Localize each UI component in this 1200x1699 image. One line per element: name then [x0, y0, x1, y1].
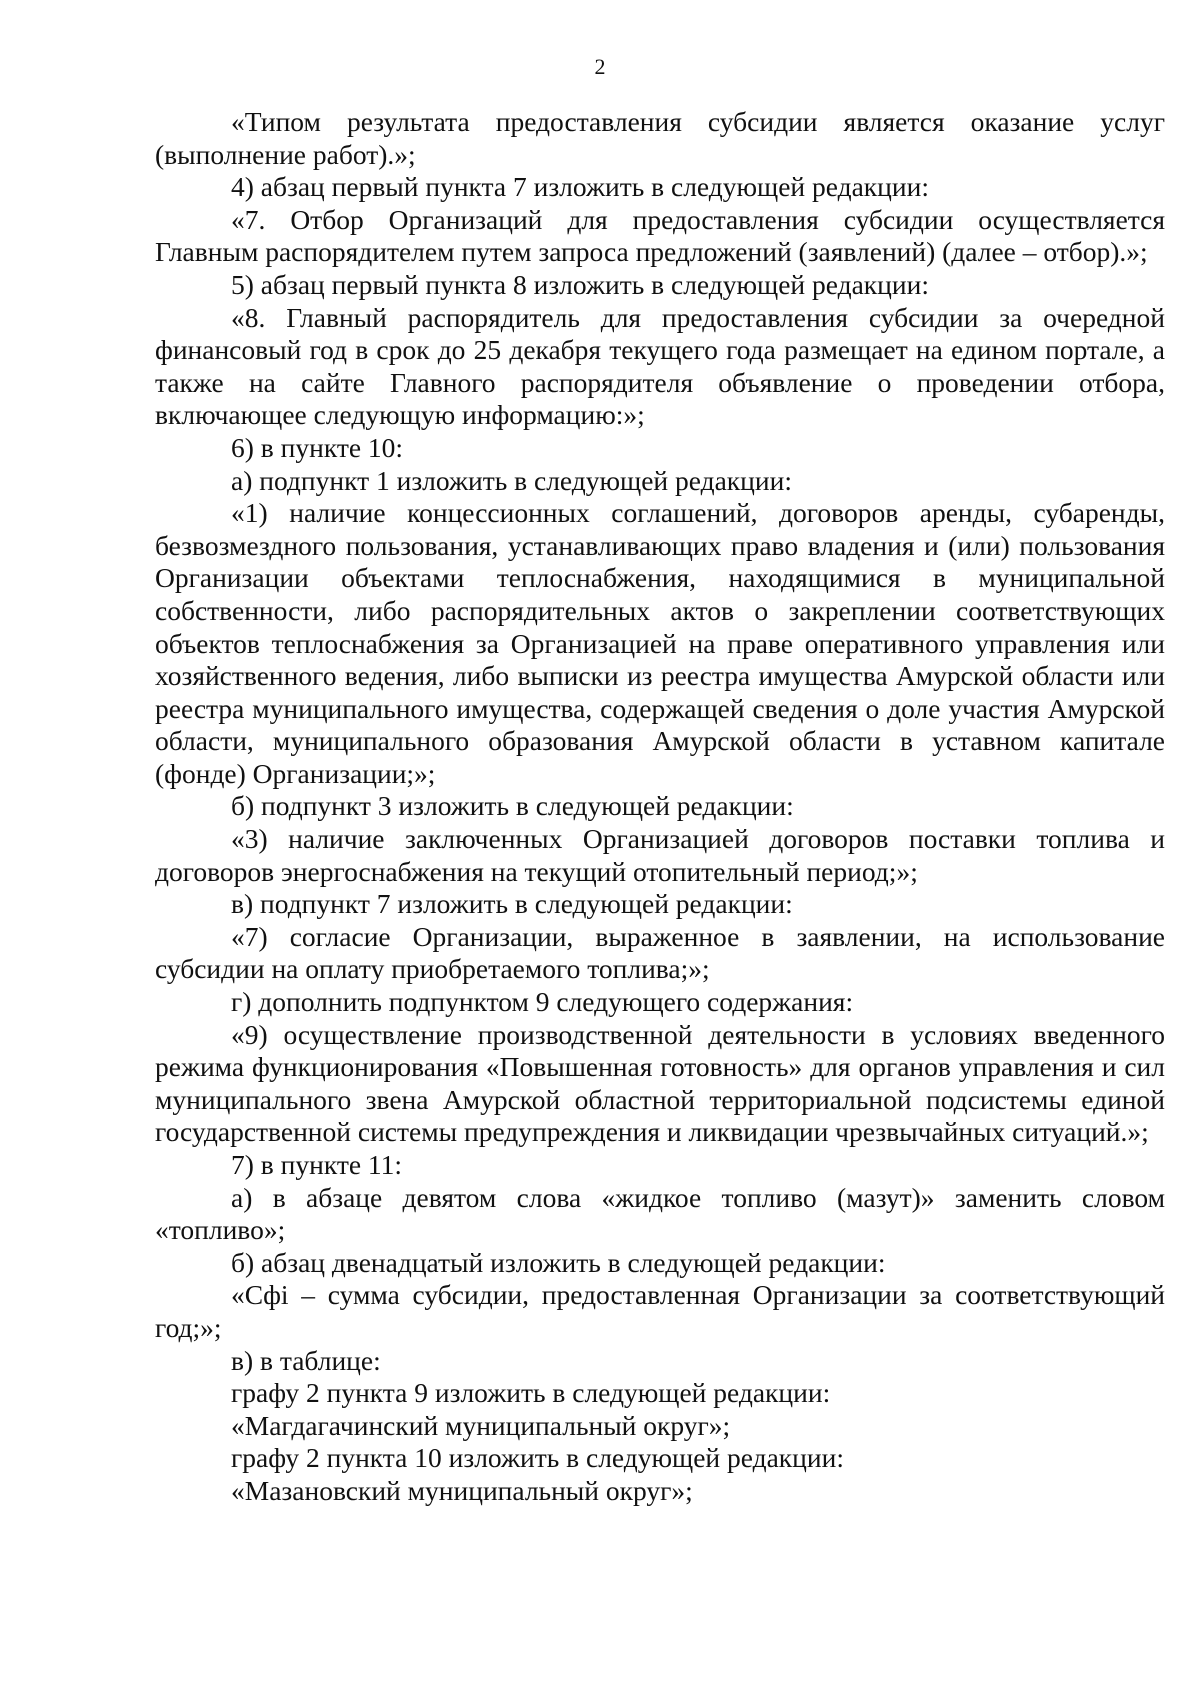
- paragraph-subclause-1: «1) наличие концессионных соглашений, договоров аренды, субаренды, безвозмездного пользования, устанавливающих право владения и (или) пользования Организации объектами теплоснабжения, находящимися в муниципальной собственности, либо распорядительных актов о закреплении соответствующих объектов теплоснабжения за Организацией на праве оперативного управления или хозяйственного ведения, либо выписки из реестра имущества Амурской области или реестра муниципального имущества, содержащей сведения о доле участия Амурской области, муниципального образования Амурской области в уставном капитале (фонде) Организации;»;: [155, 497, 1165, 789]
- paragraph-subitem-b-twelfth: б) абзац двенадцатый изложить в следующей редакции:: [231, 1246, 886, 1278]
- document-body: [155, 106, 1165, 1508]
- paragraph-mazanovo: «Мазановский муниципальный округ»;: [231, 1474, 693, 1506]
- paragraph-magdagachi: «Магдагачинский муниципальный округ»;: [231, 1409, 731, 1441]
- paragraph-subclause-7: «7) согласие Организации, выраженное в заявлении, на использование субсидии на оплату приобретаемого топлива;»;: [155, 920, 1165, 985]
- paragraph-subclause-3: «3) наличие заключенных Организацией договоров поставки топлива и договоров энергоснабжения на текущий отопительный период;»;: [155, 823, 1165, 887]
- paragraph-clause-8: «8. Главный распорядитель для предоставления субсидии за очередной финансовый год в срок до 25 декабря текущего года размещает на едином портале, а также на сайте Главного распорядителя объявление о проведении отбора, включающее следующую информацию:»;: [155, 301, 1165, 431]
- paragraph-item-6: 6) в пункте 10:: [231, 431, 404, 463]
- paragraph-subclause-9: «9) осуществление производственной деятельности в условиях введенного режима функционирования «Повышенная готовность» для органов управления и сил муниципального звена Амурской областной территориальной подсистемы единой государственной системы предупреждения и ликвидации чрезвычайных ситуаций.»;: [155, 1018, 1165, 1148]
- paragraph-subitem-a-1: а) подпункт 1 изложить в следующей редакции:: [231, 464, 792, 496]
- paragraph-result-type: «Типом результата предоставления субсидии является оказание услуг (выполнение работ).»;: [155, 106, 1165, 170]
- page-number: 2: [594, 54, 606, 79]
- paragraph-item-4: 4) абзац первый пункта 7 изложить в следующей редакции:: [231, 171, 929, 203]
- paragraph-subitem-b-3: б) подпункт 3 изложить в следующей редакции:: [231, 790, 794, 822]
- paragraph-subitem-v-table: в) в таблице:: [231, 1344, 381, 1376]
- paragraph-clause-7: «7. Отбор Организаций для предоставления субсидии осуществляется Главным распорядителем путем запроса предложений (заявлений) (далее – отбор).»;: [155, 203, 1165, 268]
- paragraph-subitem-a-fuel: а) в абзаце девятом слова «жидкое топливо (мазут)» заменить словом «топливо»;: [155, 1181, 1165, 1246]
- paragraph-item-5: 5) абзац первый пункта 8 изложить в следующей редакции:: [231, 268, 929, 300]
- paragraph-subitem-g-9: г) дополнить подпунктом 9 следующего содержания:: [231, 986, 854, 1018]
- paragraph-table-item-9: графу 2 пункта 9 изложить в следующей редакции:: [231, 1377, 831, 1409]
- paragraph-subitem-v-7: в) подпункт 7 изложить в следующей редакции:: [231, 888, 793, 920]
- paragraph-item-7: 7) в пункте 11:: [231, 1149, 403, 1180]
- paragraph-table-item-10: графу 2 пункта 10 изложить в следующей редакции:: [231, 1442, 844, 1474]
- paragraph-formula-sfi: «Сфi – сумма субсидии, предоставленная Организации за соответствующий год;»;: [155, 1279, 1165, 1343]
